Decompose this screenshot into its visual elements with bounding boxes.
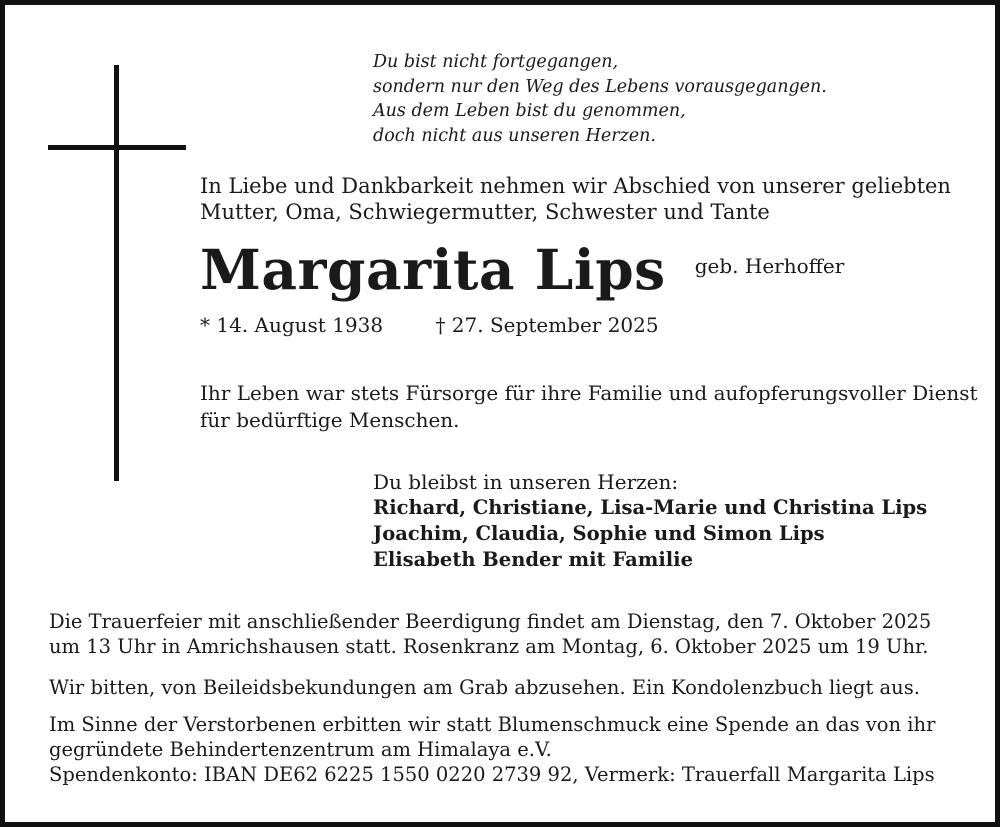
birth-date: * 14. August 1938 [200,313,384,337]
mourner-family: Joachim, Claudia, Sophie und Simon Lips [373,522,825,545]
poem-line: Du bist nicht fortgegangen, [373,52,619,72]
poem-line: doch nicht aus unseren Herzen. [373,125,656,146]
mourners-block [373,469,927,573]
deceased-name-row [200,235,844,305]
notice-line: Die Trauerfeier mit anschließender Beerdigung findet am Dienstag, den 7. Oktober 2025 [49,610,932,633]
tribute-line: Ihr Leben war stets Fürsorge für ihre Familie und aufopferungsvoller Dienst [200,381,978,405]
intro-line: In Liebe und Dankbarkeit nehmen wir Abschied von unserer geliebten [200,174,951,198]
farewell-intro [200,173,951,225]
deceased-name: Margarita Lips [200,237,666,302]
cross-icon-vertical-bar [114,65,119,481]
death-date: † 27. September 2025 [435,313,659,337]
donation-account: Spendenkonto: IBAN DE62 6225 1550 0220 2739 92, Vermerk: Trauerfall Margarita Lips [49,763,935,786]
maiden-name: geb. Herhoffer [694,254,845,278]
donation-notice [49,712,935,787]
notice-line: Im Sinne der Verstorbenen erbitten wir statt Blumenschmuck eine Spende an das von ihr [49,713,936,736]
mourner-family: Elisabeth Bender mit Familie [373,548,693,571]
condolence-notice [49,675,920,700]
funeral-notice [49,609,931,659]
tribute-line: für bedürftige Menschen. [200,408,460,432]
tribute-text [200,380,978,434]
poem-line: Aus dem Leben bist du genommen, [373,101,686,121]
poem [373,50,827,148]
poem-line: sondern nur den Weg des Lebens vorausgegangen. [373,76,827,97]
notice-line: um 13 Uhr in Amrichshausen statt. Rosenkranz am Montag, 6. Oktober 2025 um 19 Uhr. [49,635,929,658]
notice-line: gegründete Behindertenzentrum am Himalaya e.V. [49,738,552,761]
life-dates [200,313,659,337]
notice-line: Wir bitten, von Beileidsbekundungen am Grab abzusehen. Ein Kondolenzbuch liegt aus. [49,676,920,699]
cross-icon-horizontal-bar [48,145,186,150]
intro-line: Mutter, Oma, Schwiegermutter, Schwester und Tante [200,200,770,224]
mourners-heading: Du bleibst in unseren Herzen: [373,470,679,494]
mourner-family: Richard, Christiane, Lisa-Marie und Christina Lips [373,496,928,519]
